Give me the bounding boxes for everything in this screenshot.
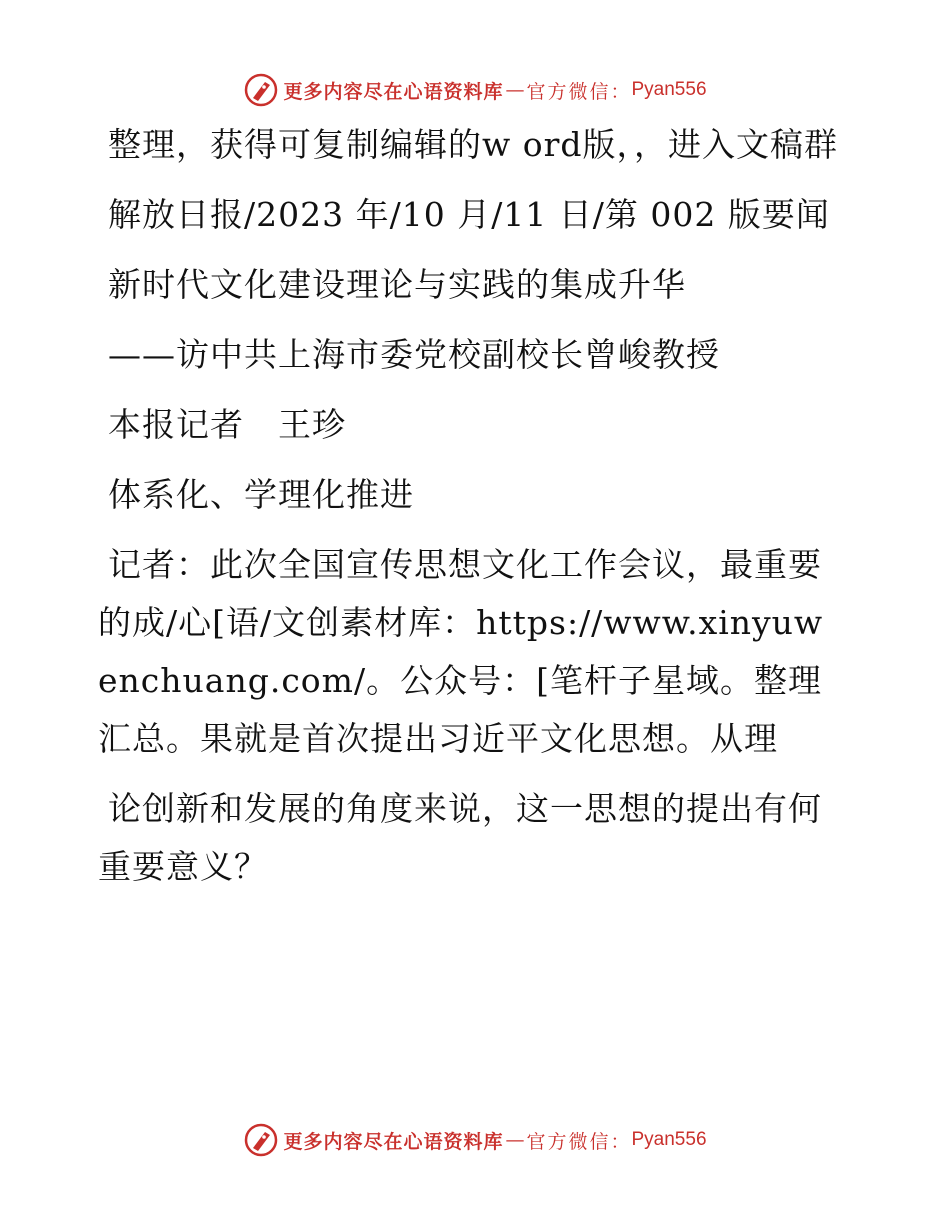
- watermark-wechat-id: Pyan556: [631, 1129, 707, 1150]
- byline: 本报记者 王珍: [108, 405, 346, 444]
- headline: 新时代文化建设理论与实践的集成升华: [108, 265, 686, 304]
- watermark-banner-bottom: [0, 1120, 950, 1160]
- watermark-banner-top: [0, 70, 950, 110]
- interview-question-continued: 论创新和发展的角度来说，这一思想的提出有何重要意义？: [98, 789, 822, 886]
- watermark-brand: 更多内容尽在心语资料库: [283, 1130, 504, 1153]
- fountain-pen-logo-icon: [243, 1122, 279, 1158]
- fountain-pen-logo-icon: [243, 72, 279, 108]
- document-body: [98, 116, 838, 896]
- watermark-wechat-label: 官方微信：: [526, 1130, 632, 1153]
- watermark-separator: —: [505, 1129, 525, 1151]
- intro-paragraph: 整理，获得可复制编辑的w ord版，，进入文稿群: [108, 125, 839, 164]
- dateline: 解放日报/2023 年/10 月/11 日/第 002 版要闻: [108, 195, 830, 234]
- watermark-brand: 更多内容尽在心语资料库: [283, 80, 504, 103]
- watermark-separator: —: [505, 79, 525, 101]
- interview-question-paragraph: 记者：此次全国宣传思想文化工作会议，最重要的成/心[语/文创素材库：https://www.xinyuwenchuang.com/。公众号：[笔杆子星域。整理汇总。果就是首次提出习近平文化思想。从理: [98, 545, 824, 758]
- watermark-wechat-label: 官方微信：: [526, 80, 632, 103]
- subheadline: ——访中共上海市委党校副校长曾峻教授: [108, 335, 720, 374]
- section-heading: 体系化、学理化推进: [108, 475, 414, 514]
- watermark-wechat-id: Pyan556: [631, 79, 707, 100]
